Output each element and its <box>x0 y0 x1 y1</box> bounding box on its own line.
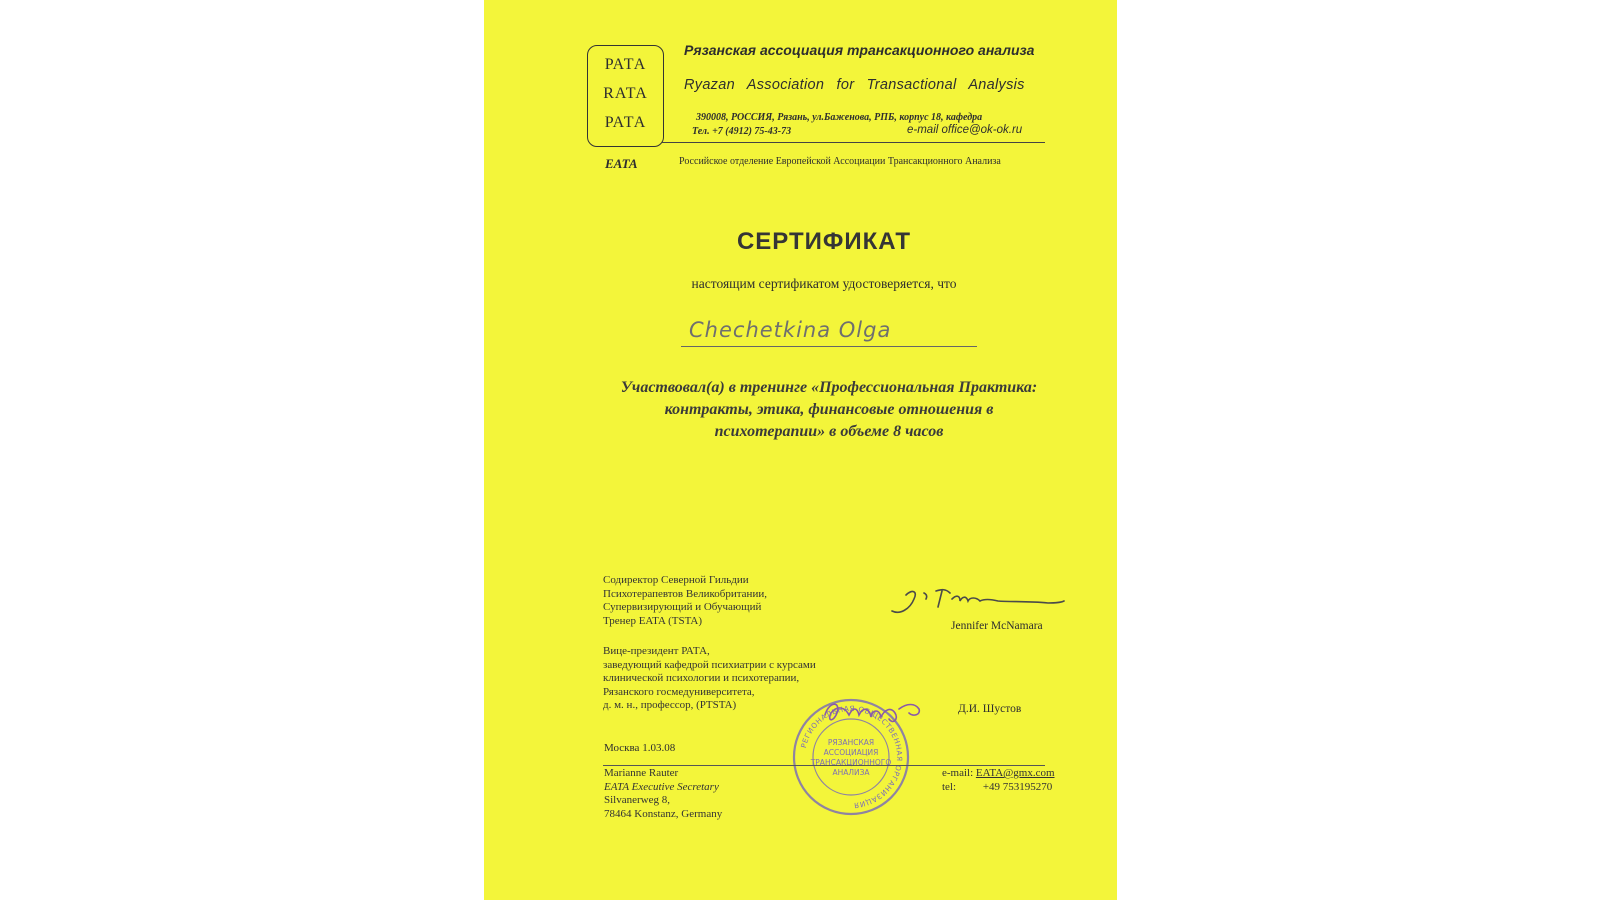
signer-title-line: Рязанского госмедуниверситета, <box>603 685 755 698</box>
body-line: Участвовал(а) в тренинге «Профессиональная Практика: <box>620 379 1038 396</box>
footer-tel-value: +49 753195270 <box>982 780 1053 793</box>
org-email: e-mail office@ok-ok.ru <box>907 124 1023 136</box>
footer-tel-label: tel: <box>942 780 957 793</box>
signature-2-icon <box>819 695 929 735</box>
org-name-en: Ryazan Association for Transactional Analysis <box>684 77 1025 93</box>
recipient-underline <box>681 346 977 347</box>
logo-line: РАТА <box>604 56 647 73</box>
svg-text:ТРАНСАКЦИОННОГО: ТРАНСАКЦИОННОГО <box>810 758 892 767</box>
footer-line: Marianne Rauter <box>604 767 679 779</box>
signer-title-line: Психотерапевтов Великобритании, <box>603 587 767 600</box>
footer-email-label: e-mail: <box>942 767 974 779</box>
svg-text:АССОЦИАЦИЯ: АССОЦИАЦИЯ <box>823 748 879 757</box>
certificate-title: СЕРТИФИКАТ <box>736 228 912 255</box>
signer-title-line: заведующий кафедрой психиатрии с курсами <box>603 658 816 671</box>
signer-2-title <box>603 645 816 713</box>
signer-title-line: д. м. н., профессор, (PTSTA) <box>603 699 737 711</box>
body-line: психотерапии» в объеме 8 часов <box>714 423 944 440</box>
signer-2-name: Д.И. Шустов <box>958 703 1022 715</box>
signer-1-name: Jennifer McNamara <box>951 620 1043 632</box>
signer-title-line: Тренер EATA (TSTA) <box>603 614 703 627</box>
signature-1-icon <box>888 585 1068 625</box>
signer-title-line: Супервизирующий и Обучающий <box>603 601 762 613</box>
signer-1-title <box>603 574 767 628</box>
logo-line: РАТА <box>604 114 647 131</box>
certificate-body <box>544 377 1114 443</box>
certificate-subtitle: настоящим сертификатом удостоверяется, что <box>691 276 957 291</box>
footer-secretary <box>604 767 722 821</box>
signer-title-line: клинической психологии и психотерапии, <box>603 672 800 684</box>
certificate-page <box>484 0 1117 900</box>
svg-text:РЕГИОНАЛЬНАЯ ОБЩЕСТВЕННАЯ ОРГА: РЕГИОНАЛЬНАЯ ОБЩЕСТВЕННАЯ ОРГАНИЗАЦИЯ <box>798 703 905 811</box>
body-line: контракты, этика, финансовые отношения в <box>664 401 994 418</box>
footer-contacts <box>942 767 1055 794</box>
footer-email-link[interactable]: EATA@gmx.com <box>975 767 1055 779</box>
org-address: 390008, РОССИЯ, Рязань, ул.Баженова, РПБ, корпус 18, кафедра <box>696 112 983 123</box>
logo-line: RATA <box>603 85 648 102</box>
svg-text:РЯЗАНСКАЯ: РЯЗАНСКАЯ <box>827 738 875 747</box>
eata-label: EATA <box>605 156 638 171</box>
footer-divider <box>603 765 1045 766</box>
place-date: Москва 1.03.08 <box>604 742 676 754</box>
footer-line: 78464 Konstanz, Germany <box>604 807 723 820</box>
recipient-name: Chechetkina Olga <box>689 318 892 342</box>
org-phone: Тел. +7 (4912) 75-43-73 <box>692 126 792 137</box>
org-branch: Российское отделение Европейской Ассоциации Трансакционного Анализа <box>679 156 1001 167</box>
signer-title-line: Содиректор Северной Гильдии <box>603 574 749 586</box>
footer-line: Silvanerweg 8, <box>604 794 670 806</box>
signer-title-line: Вице-президент РАТА, <box>603 645 710 657</box>
header-divider <box>662 142 1045 143</box>
org-name-ru: Рязанская ассоциация трансакционного анализа <box>684 42 1035 58</box>
rata-logo <box>587 45 664 147</box>
svg-text:АНАЛИЗА: АНАЛИЗА <box>832 768 870 777</box>
footer-line: EATA Executive Secretary <box>604 780 719 793</box>
